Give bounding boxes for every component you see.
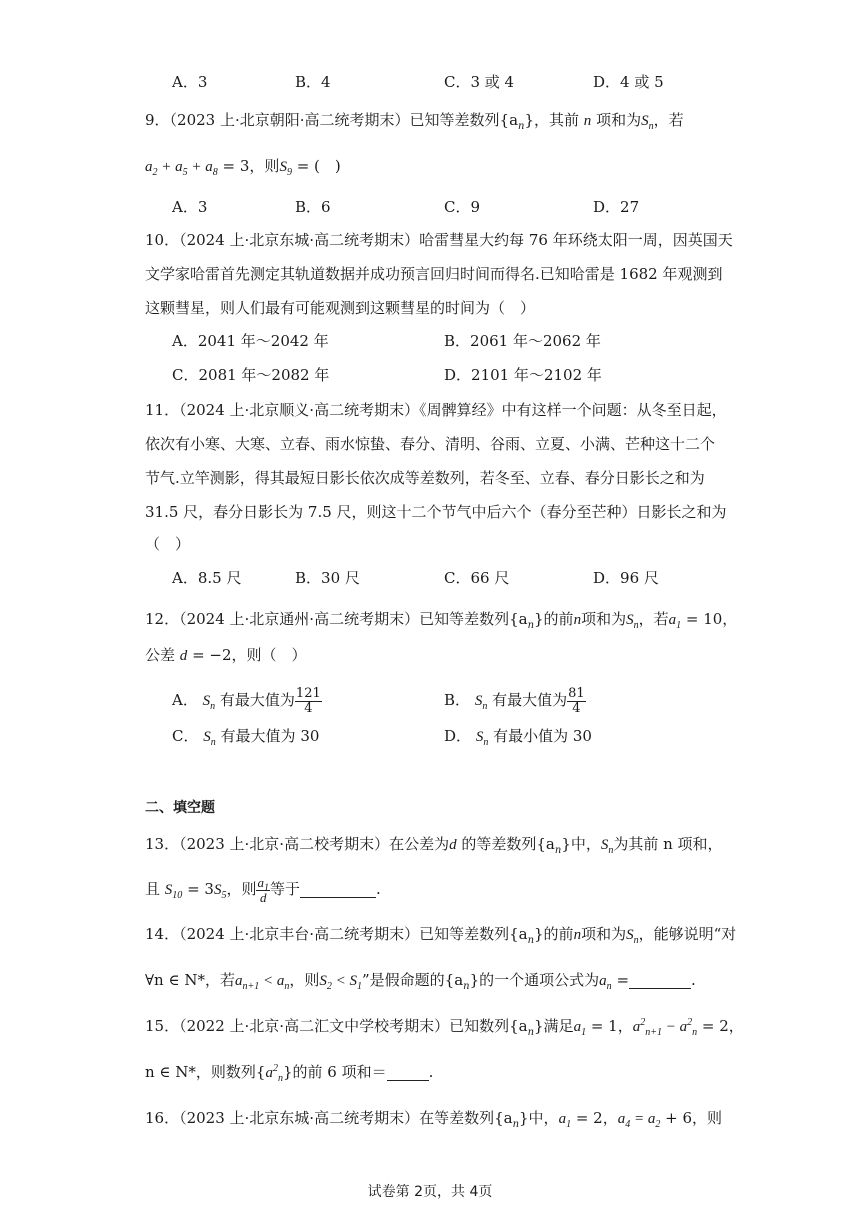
q9-option-d: D．27 [593,198,640,216]
section-title: 二、填空题 [145,800,215,816]
q11-line-3: 节气.立竿测影，得其最短日影长依次成等差数列，若冬至、立春、春分日影长之和为 [145,469,705,487]
q15-line-1: 15．（2022 上·北京·高二汇文中学校考期末）已知数列$\{a_n\}$满足$a_1 = 1$，$a^2_{n+1} - a^2_n = 2$， [145,1017,744,1038]
q8-option-b: B．4 [295,73,331,91]
fraction: $\frac{a_1}{d}$ [257,874,269,905]
answer-blank[interactable] [629,972,691,989]
q12-option-c: C． $S_n$ 有最大值为 30 [172,727,320,748]
q8-option-d: D．4 或 5 [593,73,664,91]
q13-line-1: 13．（2023 上·北京·高二校考期末）在公差为d 的等差数列$\{a_n\}$中，$S_n$为其前 n 项和， [145,835,723,856]
q9-line-1: 9．（2023 上·北京朝阳·高二统考期末）已知等差数列$\{a_n\}$，其前 n 项和为$S_n$，若 [145,111,684,132]
q12-option-a: A． $S_n$ 有最大值为 $\frac{121}{4}$ [172,685,321,716]
q9-line-2: $a_2 + a_5 + a_8 = 3$，则$S_9$ = ( ) [145,157,341,178]
q10-option-d: D．2101 年～2102 年 [444,366,602,384]
q9-option-a: A．3 [172,198,208,216]
q14-line-2: ∀n ∈ N*，若$a_{n+1} < a_n$，则$S_2 < S_1$”是假命题的$\{a_n\}$的一个通项公式为$a_n$ = . [145,971,696,992]
q8-option-a: A．3 [172,73,208,91]
fraction: $\frac{121}{4}$ [295,685,321,716]
answer-blank[interactable] [387,1064,429,1081]
q13-line-2: 且 $S_{10} = 3S_5$，则 $\frac{a_1}{d}$ 等于 . [145,874,381,905]
q12-line-2: 公差 d = −2，则（ ） [145,646,307,664]
q11-option-a: A．8.5 尺 [172,569,242,587]
q10-line-2: 文学家哈雷首先测定其轨道数据并成功预言回归时间而得名.已知哈雷是 1682 年观测到 [145,265,723,283]
q8-option-c: C．3 或 4 [444,73,515,91]
q11-option-b: B．30 尺 [295,569,360,587]
q10-option-a: A．2041 年～2042 年 [172,332,329,350]
q11-line-1: 11．（2024 上·北京顺义·高二统考期末）《周髀算经》中有这样一个问题：从冬至日起， [145,401,727,419]
fraction: $\frac{81}{4}$ [568,685,585,716]
q12-option-d: D． $S_n$ 有最小值为 30 [444,727,592,748]
q10-option-b: B．2061 年～2062 年 [444,332,601,350]
q9-option-c: C．9 [444,198,481,216]
q9-option-b: B．6 [295,198,331,216]
q10-line-1: 10．（2024 上·北京东城·高二统考期末）哈雷彗星大约每 76 年环绕太阳一周，因英国天 [145,231,733,249]
q11-line-4: 31.5 尺，春分日影长为 7.5 尺，则这十二个节气中后六个（春分至芒种）日影长之和为 [145,503,727,521]
q12-line-1: 12．（2024 上·北京通州·高二统考期末）已知等差数列$\{a_n\}$的前n项和为$S_n$，若$a_1 = 10$， [145,610,738,631]
q11-line-2: 依次有小寒、大寒、立春、雨水惊蛰、春分、清明、谷雨、立夏、小满、芒种这十二个 [145,435,716,453]
q12-option-b: B． $S_n$ 有最大值为 $\frac{81}{4}$ [444,685,585,716]
q10-line-3: 这颗彗星，则人们最有可能观测到这颗彗星的时间为（ ） [145,299,536,317]
q14-line-1: 14．（2024 上·北京丰台·高二统考期末）已知等差数列$\{a_n\}$的前n项和为$S_n$，能够说明“对 [145,925,737,946]
q11-line-5: （ ） [145,535,191,553]
q11-option-c: C．66 尺 [444,569,510,587]
q16-line-1: 16．（2023 上·北京东城·高二统考期末）在等差数列$\{a_n\}$中，$a_1 = 2$，$a_4 = a_2 + 6$，则 [145,1109,723,1130]
q11-option-d: D．96 尺 [593,569,659,587]
page-footer: 试卷第 2页，共 4页 [367,1184,493,1200]
q10-option-c: C．2081 年～2082 年 [172,366,330,384]
answer-blank[interactable] [300,881,376,898]
q15-line-2: n ∈ N*，则数列$\{a^2_n\}$的前 6 项和＝ . [145,1063,434,1084]
